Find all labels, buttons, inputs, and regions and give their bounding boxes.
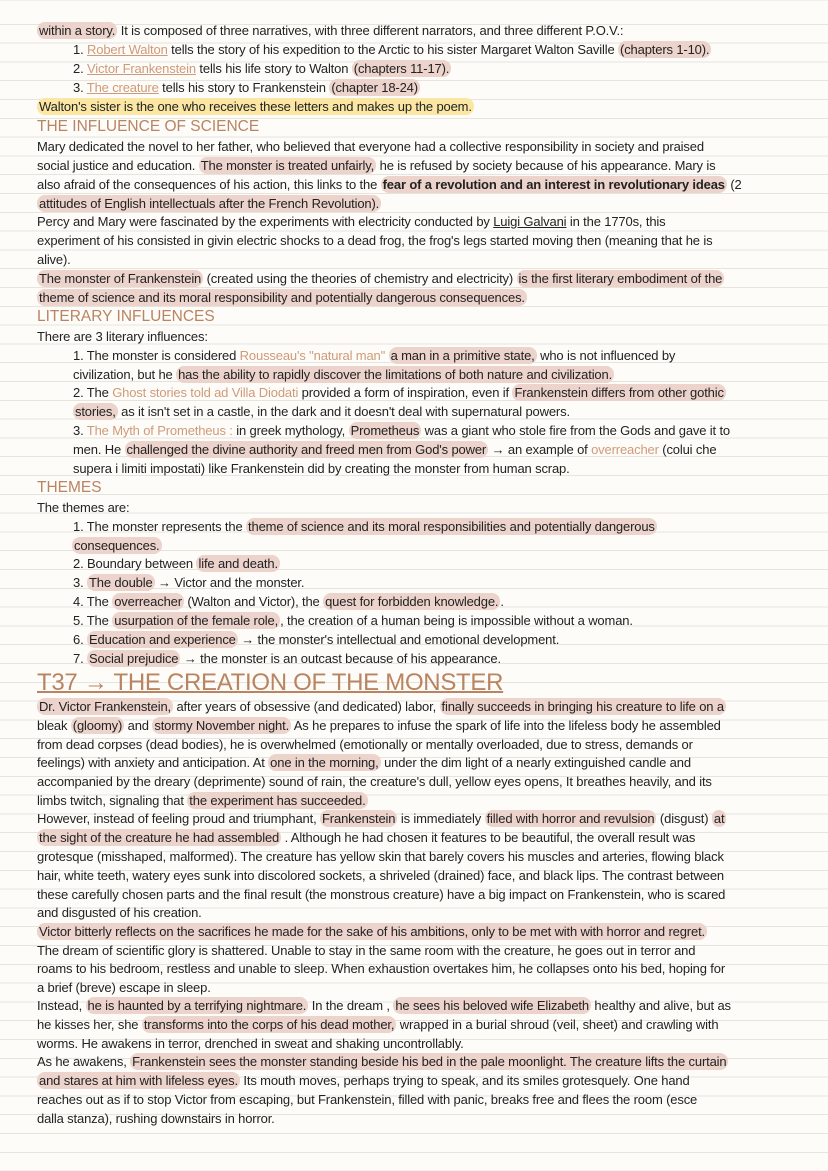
text: 2. [73,61,88,76]
text: → an example of [488,442,592,457]
highlight: one in the morning, [270,755,379,770]
highlight: stormy November night. [154,718,290,733]
highlight: overreacher [114,594,182,609]
highlight: challenged the divine authority and freed men from God's power [126,442,487,457]
list-item [73,422,792,441]
highlight: is the first literary embodiment of the [518,271,723,286]
highlight: theme of science and its moral responsibilities and potentially dangerous [248,519,655,534]
list-item [73,441,792,460]
text: . Although he had chosen it features to be beautiful, the overall result was [281,830,696,845]
highlight: (chapters 1-10). [620,42,710,57]
text-line: The dream of scientific glory is shattered. Unable to stay in the same room with the creature, he goes out in terror and [37,943,696,958]
text-line [37,176,792,195]
list-item [73,593,792,612]
highlight: (gloomy) [72,718,123,733]
text-line: roams to his bedroom, restless and unable to sleep. When exhaustion overtakes him, he collapses onto his bed, hoping for [37,961,726,976]
text: 3. [73,423,87,438]
highlight: theme of science and its moral responsibility and potentially dangerous consequences. [39,290,525,305]
highlight: Social prejudice [89,651,179,666]
text-line: The themes are: [37,500,130,515]
highlight: finally succeeds in bringing his creature to life on a [441,699,724,714]
list-item: supera i limiti impostati) like Frankenstein did by creating the monster from human scrap. [73,461,570,476]
text: tells the story of his expedition to the Arctic to his sister Margaret Walton Saville [167,42,619,57]
text: , the creation of a human being is impossible without a woman. [280,613,633,628]
text: Its mouth moves, perhaps trying to speak, and its smiles grotesquely. One hand [239,1073,690,1088]
highlight: consequences. [74,538,160,553]
highlight: Prometheus [350,423,420,438]
text-line: hair, white teeth, watery eyes sunk into discolored sockets, a shriveled (drained) face, and black lips. The contrast between [37,868,724,883]
page-title: T37 → THE CREATION OF THE MONSTER [37,669,504,696]
text-line: accompanied by the dreary (deprimente) sound of rain, the creature's dull, yellow eyes opens, It breathes heavily, and its [37,774,712,789]
text: bleak [37,718,71,733]
text: feelings) with anxiety and anticipation. At [37,755,269,770]
text-line: experiment of his consisted in givin electric shocks to a dead frog, the frog's legs started moving then (meaning that he is [37,233,713,248]
intro-line [37,22,792,41]
section-heading-themes: THEMES [37,479,102,496]
text-line: from dead corpses (dead bodies), he is overwhelmed (emotionally or mentally overloaded, due to stress, demands or [37,737,693,752]
section-heading-literary: LITERARY INFLUENCES [37,308,215,325]
highlight: the experiment has succeeded. [189,793,366,808]
highlight: filled with horror and revulsion [486,811,655,826]
list-item [73,650,792,669]
highlight-yellow: Walton's sister is the one who receives these letters and makes up the poem. [39,99,472,114]
highlight: a man in a primitive state, [390,348,535,363]
text: wrapped in a burial shroud (veil, sheet) and crawling with [396,1017,719,1032]
text: also afraid of the consequences of his action, this links to the [37,177,381,192]
highlight: Frankenstein differs from other gothic [514,385,724,400]
text: (Walton and Victor), the [183,594,324,609]
text-line [37,829,792,848]
list-item [73,79,792,98]
narrator-name: The creature [86,80,159,95]
text: in the 1770s, this [566,214,666,229]
text-line: these carefully chosen parts and the final result (the monstrous creature) have a big impact on Frankenstein, who is scared [37,887,726,902]
highlight: Dr. Victor Frankenstein, [39,699,171,714]
text-line [37,810,792,829]
text: It is composed of three narratives, with three different narrators, and three different P.O.V.: [117,23,624,38]
highlight: and stares at him with lifeless eyes. [39,1073,238,1088]
text: he is refused by society because of his appearance. Mary is [376,158,716,173]
text-line [37,270,792,289]
text: . [500,594,504,609]
list-item [73,41,792,60]
list-item [73,518,792,537]
highlight: he is haunted by a terrifying nightmare. [87,998,307,1013]
text: (2 [726,177,742,192]
text: → the monster is an outcast because of his appearance. [180,651,501,666]
highlight: Victor bitterly reflects on the sacrifices he made for the sake of his ambitions, only to be met with with horror and regret. [39,924,705,939]
highlight: (chapter 18-24) [331,80,418,95]
text: 3. [73,80,87,95]
text: was a giant who stole fire from the Gods and gave it to [421,423,731,438]
text-line: Mary dedicated the novel to her father, who believed that everyone had a collective responsibility in society and praised [37,139,704,154]
text: limbs twitch, signaling that [37,793,188,808]
highlight: The monster of Frankenstein [39,271,202,286]
text: tells his life story to Walton [195,61,352,76]
text: social justice and education. [37,158,199,173]
text-line: worms. He awakens in terror, drenched in sweat and shaking uncontrollably. [37,1036,464,1051]
text-line [37,1053,792,1072]
narrator-name: Robert Walton [87,42,168,57]
highlight: The monster is treated unfairly, [200,158,375,173]
text-line [37,213,792,232]
text-line [37,195,792,214]
highlight: The double [89,575,153,590]
text: 3. [73,575,88,590]
text-line: There are 3 literary influences: [37,329,208,344]
highlight: at [713,811,725,826]
intro-line [37,98,792,117]
text-line [37,1016,792,1035]
text: → Victor and the monster. [154,575,305,590]
list-item [72,537,792,556]
text-line: dalla stanza), rushing downstairs in horror. [37,1111,275,1126]
highlight: the sight of the creature he had assembled [39,830,280,845]
list-item [73,631,792,650]
highlight: within a story. [39,23,116,38]
text: as it isn't set in a castle, in the dark and it doesn't deal with supernatural powers. [117,404,570,419]
text: 2. The [73,385,113,400]
text-line [37,1072,792,1091]
text-line [37,792,792,811]
text: is immediately [397,811,485,826]
text: healthy and alive, but as [590,998,731,1013]
list-item [73,347,792,366]
highlight: usurpation of the female role, [114,613,279,628]
text: (disgust) [656,811,712,826]
text-line [37,997,792,1016]
highlight: attitudes of English intellectuals after the French Revolution). [39,196,380,211]
text: 4. The [73,594,113,609]
list-item [73,555,792,574]
text: who is not influenced by [536,348,676,363]
highlight: Frankenstein [322,811,396,826]
highlight: he sees his beloved wife Elizabeth [395,998,589,1013]
galvani-name: Luigi Galvani [493,214,567,229]
highlight: transforms into the corps of his dead mother, [143,1017,395,1032]
list-item [73,403,792,422]
text: 1. The monster is considered [73,348,240,363]
text: (colui che [658,442,717,457]
list-item [73,612,792,631]
text: 6. [73,632,88,647]
narrator-name: Victor Frankenstein [87,61,196,76]
list-item [73,60,792,79]
text-line [37,698,792,717]
text-line: and disgusted of his creation. [37,905,202,920]
orange-term: Ghost stories told ad Villa Diodati [112,385,299,400]
text-line [37,717,792,736]
text: men. He [73,442,125,457]
text: → the monster's intellectual and emotional development. [237,632,560,647]
text: 1. [73,42,88,57]
orange-term: overreacher [591,442,659,457]
orange-term: Rousseau's "natural man" [239,348,386,363]
highlight: quest for forbidden knowledge. [325,594,499,609]
highlight: Education and experience [89,632,236,647]
highlight: life and death. [198,556,278,571]
highlight: stories, [75,404,116,419]
text: and [124,718,153,733]
text: under the dim light of a nearly extinguished candle and [380,755,691,770]
text-line: grotesque (misshaped, malformed). The creature has yellow skin that barely covers his muscles and arteries, flowing black [37,849,724,864]
text: As he awakens, [37,1054,131,1069]
text-line [37,923,792,942]
text: in greek mythology, [232,423,349,438]
highlight: (chapters 11-17). [353,61,450,76]
text: Instead, [37,998,86,1013]
text: 1. The monster represents the [73,519,247,534]
section-heading-science: THE INFLUENCE OF SCIENCE [37,118,260,135]
text: tells his story to Frankenstein [158,80,330,95]
highlight: fear of a revolution and an interest in revolutionary ideas [382,177,725,192]
text: (created using the theories of chemistry and electricity) [203,271,517,286]
text-line [37,289,792,308]
orange-term: The Myth of Prometheus : [86,423,233,438]
text-line: a brief (breve) escape in sleep. [37,980,211,995]
text: provided a form of inspiration, even if [298,385,513,400]
highlight: has the ability to rapidly discover the limitations of both nature and civilization. [178,367,613,382]
text-line [37,157,792,176]
text: As he prepares to infuse the spark of life into the lifeless body he assembled [291,718,721,733]
text: However, instead of feeling proud and triumphant, [37,811,321,826]
text: 7. [73,651,88,666]
text-line: alive). [37,252,71,267]
text: civilization, but he [73,367,177,382]
text: 2. Boundary between [73,556,197,571]
list-item [73,366,792,385]
text-line [37,754,792,773]
list-item [73,384,792,403]
highlight: Frankenstein sees the monster standing beside his bed in the pale moonlight. The creature lifts the curtain [132,1054,727,1069]
text: In the dream , [308,998,394,1013]
text: after years of obsessive (and dedicated) labor, [173,699,440,714]
text: he kisses her, she [37,1017,142,1032]
list-item [73,574,792,593]
text: Percy and Mary were fascinated by the experiments with electricity conducted by [37,214,494,229]
text: 5. The [73,613,113,628]
text-line: reaches out as if to stop Victor from escaping, but Frankenstein, filled with panic, breaks free and flees the room (esce [37,1092,698,1107]
